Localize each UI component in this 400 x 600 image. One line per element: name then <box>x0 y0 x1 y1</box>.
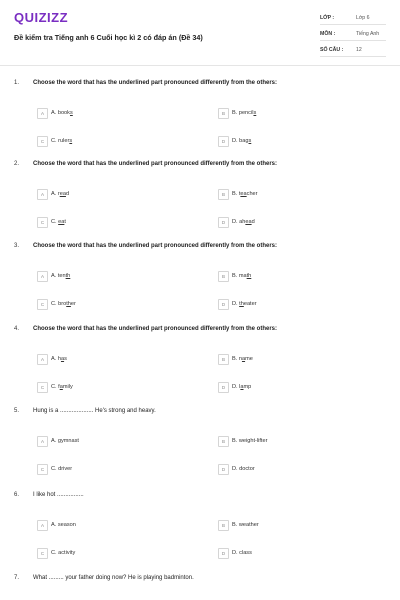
option-text: C. family <box>51 384 73 390</box>
question-number: 5. <box>14 408 20 414</box>
option-text: B. math <box>232 273 252 279</box>
question-text: I like hot ................ <box>33 492 84 498</box>
option-text: D. class <box>232 550 252 556</box>
question-text: Choose the word that has the underlined part pronounced differently from the others: <box>33 80 278 86</box>
option-letter-box: D <box>218 299 229 310</box>
option-letter-box: C <box>37 299 48 310</box>
meta-value: 12 <box>356 47 362 53</box>
option-text: B. name <box>232 356 253 362</box>
underlined-sound: s <box>69 138 73 144</box>
meta-row-question-count <box>320 42 386 57</box>
option-text: A. gymnast <box>51 438 79 444</box>
option-letter-box: D <box>218 217 229 228</box>
meta-row-class <box>320 10 386 25</box>
option-text: C. driver <box>51 466 73 472</box>
question-text: Choose the word that has the underlined part pronounced differently from the others: <box>33 243 278 249</box>
option-text: D. ahead <box>232 219 255 225</box>
option-letter-box: C <box>37 464 48 475</box>
option-text: A. read <box>51 191 70 197</box>
option-text: A. has <box>51 356 67 362</box>
meta-label: MÔN : <box>320 31 336 37</box>
option-letter-box: C <box>37 136 48 147</box>
question-text: Hung is a .................... He's strong and heavy. <box>33 408 156 414</box>
option-letter-box: A <box>37 436 48 447</box>
option-text: B. teacher <box>232 191 258 197</box>
underlined-sound: th <box>65 273 71 279</box>
question-number: 1. <box>14 80 20 86</box>
question-number: 3. <box>14 243 20 249</box>
option-text: D. bags <box>232 138 252 144</box>
option-text: B. weather <box>232 522 259 528</box>
underlined-sound: th <box>246 273 252 279</box>
meta-value: Tiếng Anh <box>356 31 380 37</box>
meta-label: LỚP : <box>320 15 335 21</box>
underlined-sound: ea <box>245 219 252 225</box>
question-number: 6. <box>14 492 20 498</box>
option-letter-box: C <box>37 548 48 559</box>
option-letter-box: A <box>37 354 48 365</box>
option-letter-box: B <box>218 271 229 282</box>
option-text: A. season <box>51 522 76 528</box>
option-letter-box: C <box>37 217 48 228</box>
option-text: D. doctor <box>232 466 255 472</box>
option-letter-box: A <box>37 108 48 119</box>
question-number: 7. <box>14 575 20 581</box>
option-letter-box: A <box>37 271 48 282</box>
meta-row-subject <box>320 26 386 41</box>
option-text: A. tenth <box>51 273 71 279</box>
underlined-sound: th <box>239 301 244 307</box>
option-letter-box: D <box>218 548 229 559</box>
option-text: C. brother <box>51 301 76 307</box>
option-letter-box: B <box>218 436 229 447</box>
underlined-sound: ea <box>240 191 247 197</box>
option-letter-box: B <box>218 354 229 365</box>
option-text: D. theater <box>232 301 257 307</box>
option-letter-box: D <box>218 464 229 475</box>
underlined-sound: ea <box>58 219 65 225</box>
underlined-sound: a <box>240 384 244 390</box>
header-divider <box>0 65 400 66</box>
underlined-sound: a <box>59 384 63 390</box>
question-text: What ......... your father doing now? He is playing badminton. <box>33 575 194 581</box>
underlined-sound: ea <box>59 191 66 197</box>
option-text: B. weight-lifter <box>232 438 268 444</box>
question-text: Choose the word that has the underlined part pronounced differently from the others: <box>33 161 278 167</box>
meta-value: Lớp 6 <box>356 15 370 21</box>
option-text: C. rulers <box>51 138 73 144</box>
underlined-sound: s <box>253 110 257 116</box>
option-letter-box: A <box>37 520 48 531</box>
option-letter-box: A <box>37 189 48 200</box>
option-text: B. pencils <box>232 110 257 116</box>
underlined-sound: a <box>60 356 65 362</box>
option-letter-box: C <box>37 382 48 393</box>
option-letter-box: B <box>218 520 229 531</box>
option-letter-box: D <box>218 136 229 147</box>
question-number: 2. <box>14 161 20 167</box>
option-letter-box: D <box>218 382 229 393</box>
option-text: D. lamp <box>232 384 252 390</box>
option-text: A. books <box>51 110 73 116</box>
question-text: Choose the word that has the underlined part pronounced differently from the others: <box>33 326 278 332</box>
underlined-sound: th <box>66 301 71 307</box>
underlined-sound: s <box>248 138 252 144</box>
quizizz-logo: QUIZIZZ <box>14 10 69 25</box>
meta-label: SỐ CÂU : <box>320 47 344 53</box>
underlined-sound: s <box>69 110 73 116</box>
option-text: C. activity <box>51 550 76 556</box>
option-letter-box: B <box>218 189 229 200</box>
worksheet-title: Đề kiểm tra Tiếng anh 6 Cuối học kì 2 có đáp án (Đề 34) <box>14 33 203 42</box>
underlined-sound: a <box>241 356 246 362</box>
question-number: 4. <box>14 326 20 332</box>
option-text: C. eat <box>51 219 66 225</box>
option-letter-box: B <box>218 108 229 119</box>
